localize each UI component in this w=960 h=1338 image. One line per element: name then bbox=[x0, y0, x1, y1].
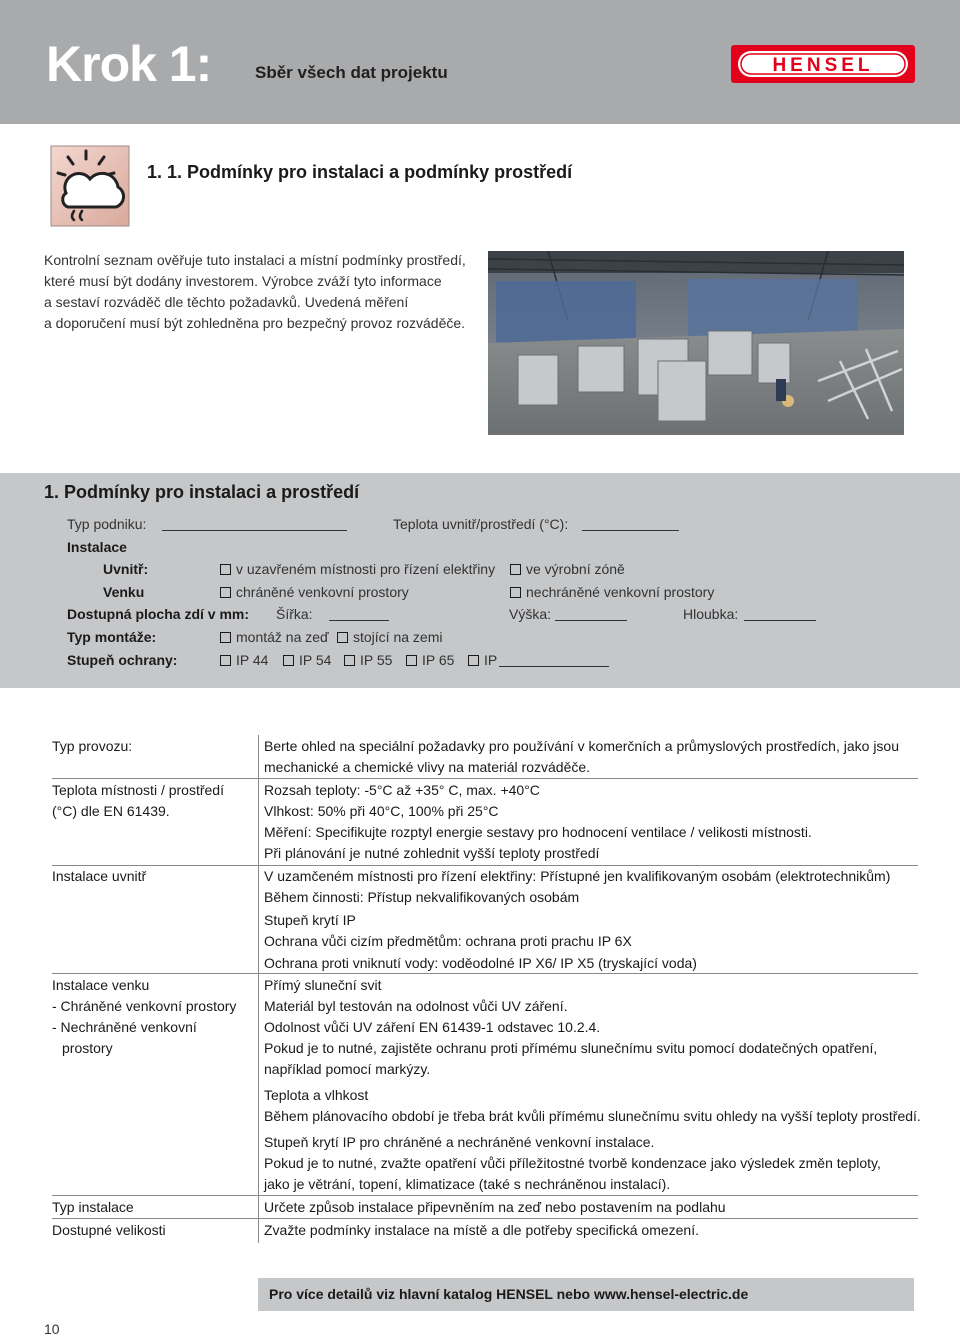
row-text: Při plánování je nutné zohlednit vyšší teploty prostředí bbox=[264, 845, 600, 861]
height-field[interactable] bbox=[555, 620, 627, 621]
intro-line: a doporučení musí být zohledněna pro bezpečný provoz rozváděče. bbox=[44, 315, 466, 331]
row-label-installation-type: Typ instalace bbox=[52, 1199, 134, 1215]
outside-label: Venku bbox=[103, 584, 145, 600]
row-divider bbox=[52, 973, 258, 974]
protection-label: Stupeň ochrany: bbox=[67, 652, 178, 668]
company-type-label: Typ podniku: bbox=[67, 516, 147, 532]
row-text: Měření: Specifikujte rozptyl energie sestavy pro hodnocení ventilace / velikosti místnosti. bbox=[264, 824, 812, 840]
checkbox[interactable] bbox=[406, 655, 417, 666]
row-text: Určete způsob instalace připevněním na zeď nebo postavením na podlahu bbox=[264, 1199, 726, 1215]
row-label-outdoor: prostory bbox=[62, 1040, 113, 1056]
row-text: Ochrana vůči cizím předmětům: ochrana proti prachu IP 6X bbox=[264, 933, 632, 949]
mount-option-wall[interactable]: montáž na zeď bbox=[220, 628, 329, 646]
row-text: jako je větrání, topení, klimatizace (také s nechráněnou instalací). bbox=[264, 1176, 671, 1192]
outside-option-protected[interactable]: chráněné venkovní prostory bbox=[220, 583, 409, 601]
checkbox[interactable] bbox=[344, 655, 355, 666]
ip-option[interactable]: IP 44 bbox=[220, 651, 268, 669]
page-number: 10 bbox=[44, 1321, 60, 1337]
installation-label: Instalace bbox=[67, 539, 127, 555]
row-text: Rozsah teploty: -5°C až +35° C, max. +40°C bbox=[264, 782, 540, 798]
mounting-label: Typ montáže: bbox=[67, 629, 157, 645]
section-title: 1. 1. Podmínky pro instalaci a podmínky prostředí bbox=[147, 162, 573, 182]
row-text: Pokud je to nutné, zvažte opatření vůči příležitostné tvorbě kondenzace jako výsledek změn teploty, bbox=[264, 1155, 881, 1171]
row-divider bbox=[258, 778, 918, 779]
footer-catalog-link[interactable]: Pro více detailů viz hlavní katalog HENSEL nebo www.hensel-electric.de bbox=[269, 1286, 749, 1302]
checkbox[interactable] bbox=[510, 564, 521, 575]
row-text: Odolnost vůči UV záření EN 61439-1 odstavec 10.2.4. bbox=[264, 1019, 601, 1035]
checkbox[interactable] bbox=[220, 632, 231, 643]
row-label-available-sizes: Dostupné velikosti bbox=[52, 1222, 166, 1238]
row-text: například pomocí markýzy. bbox=[264, 1061, 431, 1077]
row-text: Během činnosti: Přístup nekvalifikovaných osobám bbox=[264, 889, 580, 905]
row-text: Materiál byl testován na odolnost vůči UV záření. bbox=[264, 998, 568, 1014]
checkbox[interactable] bbox=[337, 632, 348, 643]
row-label-operation-type: Typ provozu: bbox=[52, 738, 133, 754]
width-field[interactable] bbox=[329, 620, 389, 621]
row-label-outdoor: - Nechráněné venkovní bbox=[52, 1019, 197, 1035]
row-text: Stupeň krytí IP bbox=[264, 912, 356, 928]
table-column-divider bbox=[258, 735, 259, 1243]
ip-option[interactable]: IP 54 bbox=[283, 651, 331, 669]
step-title: Krok 1: bbox=[46, 36, 212, 92]
row-divider bbox=[258, 973, 918, 974]
row-text: Stupeň krytí IP pro chráněné a nechráněné venkovní instalace. bbox=[264, 1134, 655, 1150]
height-label: Výška: bbox=[509, 606, 552, 622]
checklist-title: 1. Podmínky pro instalaci a prostředí bbox=[44, 482, 360, 502]
outside-option-unprotected[interactable]: nechráněné venkovní prostory bbox=[510, 583, 714, 601]
logo-text: HENSEL bbox=[772, 55, 874, 76]
row-text: Pokud je to nutné, zajistěte ochranu proti přímému slunečnímu svitu pomocí dodatečných opatření, bbox=[264, 1040, 878, 1056]
company-type-field[interactable] bbox=[162, 530, 347, 531]
factory-hall-photo bbox=[488, 251, 904, 435]
row-text: Přímý sluneční svit bbox=[264, 977, 382, 993]
row-text: Vlhkost: 50% při 40°C, 100% při 25°C bbox=[264, 803, 499, 819]
row-divider bbox=[52, 1195, 258, 1196]
row-label-temperature: Teplota místnosti / prostředí bbox=[52, 782, 224, 798]
intro-line: které musí být dodány investorem. Výrobce zváží tyto informace bbox=[44, 273, 442, 289]
row-label-outdoor: - Chráněné venkovní prostory bbox=[52, 998, 237, 1014]
checkbox[interactable] bbox=[220, 587, 231, 598]
depth-label: Hloubka: bbox=[683, 606, 739, 622]
hensel-logo bbox=[731, 45, 915, 83]
checkbox[interactable] bbox=[283, 655, 294, 666]
row-divider bbox=[52, 1218, 258, 1219]
mount-option-floor[interactable]: stojící na zemi bbox=[337, 628, 442, 646]
wall-area-label: Dostupná plocha zdí v mm: bbox=[67, 606, 250, 622]
checkbox[interactable] bbox=[468, 655, 479, 666]
row-label-indoor: Instalace uvnitř bbox=[52, 868, 147, 884]
row-divider bbox=[52, 778, 258, 779]
row-label-outdoor: Instalace venku bbox=[52, 977, 150, 993]
inside-option-production-zone[interactable]: ve výrobní zóně bbox=[510, 560, 625, 578]
intro-paragraph bbox=[44, 250, 474, 334]
row-divider bbox=[258, 1218, 918, 1219]
intro-line: a sestaví rozváděč dle těchto požadavků. Uvedená měření bbox=[44, 294, 409, 310]
row-text: Ochrana proti vniknutí vody: voděodolné IP X6/ IP X5 (tryskající voda) bbox=[264, 955, 697, 971]
ip-option[interactable]: IP 55 bbox=[344, 651, 392, 669]
row-text: V uzamčeném místnosti pro řízení elektřiny: Přístupné jen kvalifikovaným osobám (elektrotechnikům) bbox=[264, 868, 891, 884]
inside-label: Uvnitř: bbox=[103, 561, 149, 577]
checkbox[interactable] bbox=[220, 655, 231, 666]
row-label-temperature: (°C) dle EN 61439. bbox=[52, 803, 170, 819]
row-text: Berte ohled na speciální požadavky pro používání v komerčních a průmyslových prostředích, jako jsou bbox=[264, 738, 899, 754]
weather-icon bbox=[50, 145, 130, 227]
step-subtitle: Sběr všech dat projektu bbox=[255, 63, 448, 82]
checkbox[interactable] bbox=[510, 587, 521, 598]
ip-option-custom[interactable]: IP bbox=[468, 651, 497, 669]
ip-custom-field[interactable] bbox=[499, 666, 609, 667]
row-text: Během plánovacího období je třeba brát kvůli přímému slunečnímu svitu ohledy na vyšší teploty prostředí. bbox=[264, 1108, 921, 1124]
depth-field[interactable] bbox=[744, 620, 816, 621]
inside-option-control-room[interactable]: v uzavřeném místnosti pro řízení elektřiny bbox=[220, 560, 495, 578]
temperature-field[interactable] bbox=[582, 530, 679, 531]
row-divider bbox=[258, 1195, 918, 1196]
temperature-label: Teplota uvnitř/prostředí (°C): bbox=[393, 516, 569, 532]
intro-line: Kontrolní seznam ověřuje tuto instalaci a místní podmínky prostředí, bbox=[44, 252, 466, 268]
ip-option[interactable]: IP 65 bbox=[406, 651, 454, 669]
checkbox[interactable] bbox=[220, 564, 231, 575]
width-label: Šířka: bbox=[276, 606, 313, 622]
row-text: Teplota a vlhkost bbox=[264, 1087, 369, 1103]
row-text: Zvažte podmínky instalace na místě a dle potřeby specifická omezení. bbox=[264, 1222, 699, 1238]
row-text: mechanické a chemické vlivy na materiál rozváděče. bbox=[264, 759, 591, 775]
